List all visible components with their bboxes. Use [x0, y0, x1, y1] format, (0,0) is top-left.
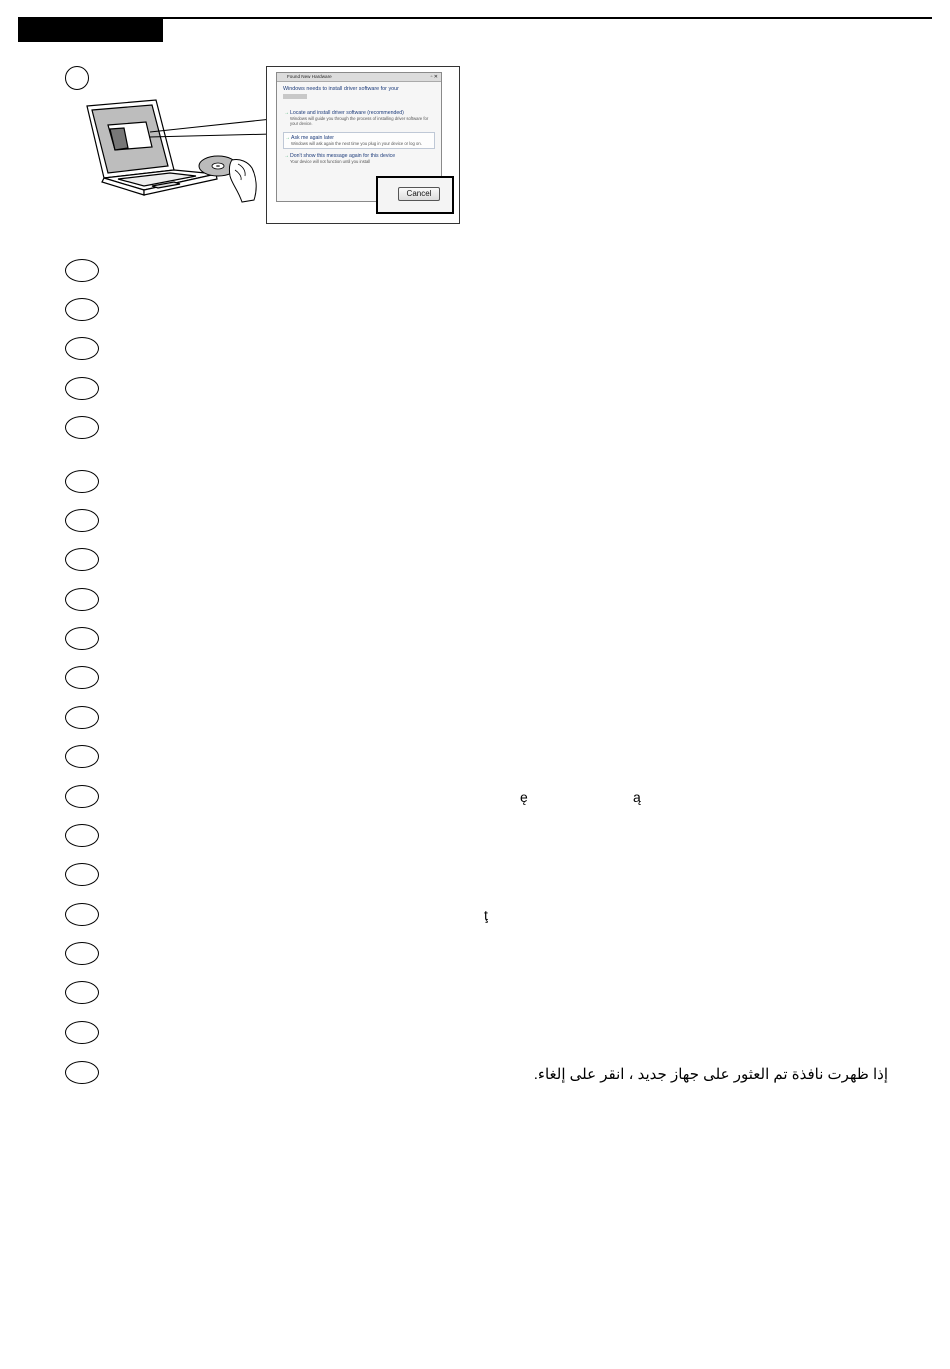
polish-glyph-e: ę [520, 789, 528, 805]
option-subtitle: Windows will guide you through the process of installing driver software for your device. [290, 115, 429, 126]
option-dont-show[interactable] [283, 153, 435, 164]
language-marker [65, 942, 99, 965]
language-marker [65, 509, 99, 532]
option-subtitle: Windows will ask again the next time you plug in your device or log on. [291, 140, 422, 146]
arrow-icon: → [285, 134, 290, 141]
option-title: Don't show this message again for this device [290, 152, 396, 159]
language-marker [65, 706, 99, 729]
language-marker [65, 259, 99, 282]
language-marker [65, 416, 99, 439]
language-marker [65, 470, 99, 493]
dialog-title: Found New Hardware [287, 74, 332, 79]
section-tab [18, 18, 163, 42]
dialog-heading: Windows needs to install driver software for your [283, 86, 399, 92]
language-marker [65, 1061, 99, 1084]
language-marker [65, 1021, 99, 1044]
language-marker [65, 627, 99, 650]
language-marker [65, 377, 99, 400]
language-marker [65, 666, 99, 689]
polish-glyph-a: ą [633, 789, 641, 805]
cancel-button[interactable]: Cancel [398, 187, 440, 201]
dialog-titlebar [277, 73, 441, 82]
option-title: Ask me again later [291, 134, 334, 141]
language-marker [65, 337, 99, 360]
language-marker [65, 903, 99, 926]
language-marker [65, 298, 99, 321]
language-marker [65, 824, 99, 847]
romanian-glyph-t: ţ [484, 907, 488, 923]
device-name-blurred [283, 94, 307, 99]
arrow-icon: → [284, 109, 289, 116]
option-ask-later[interactable] [283, 132, 435, 149]
language-marker [65, 981, 99, 1004]
window-controls-icon[interactable]: ▫ ✕ [430, 74, 438, 80]
language-marker [65, 588, 99, 611]
language-marker [65, 863, 99, 886]
option-title: Locate and install driver software (recommended) [290, 109, 404, 116]
option-subtitle: Your device will not function until you install [290, 158, 371, 164]
arrow-icon: → [284, 152, 289, 159]
language-marker [65, 548, 99, 571]
language-marker [65, 745, 99, 768]
option-locate-install[interactable] [283, 110, 435, 126]
language-marker [65, 785, 99, 808]
arabic-instruction: إذا ظهرت نافذة تم العثور على جهاز جديد ، انقر على إلغاء. [533, 1066, 888, 1083]
